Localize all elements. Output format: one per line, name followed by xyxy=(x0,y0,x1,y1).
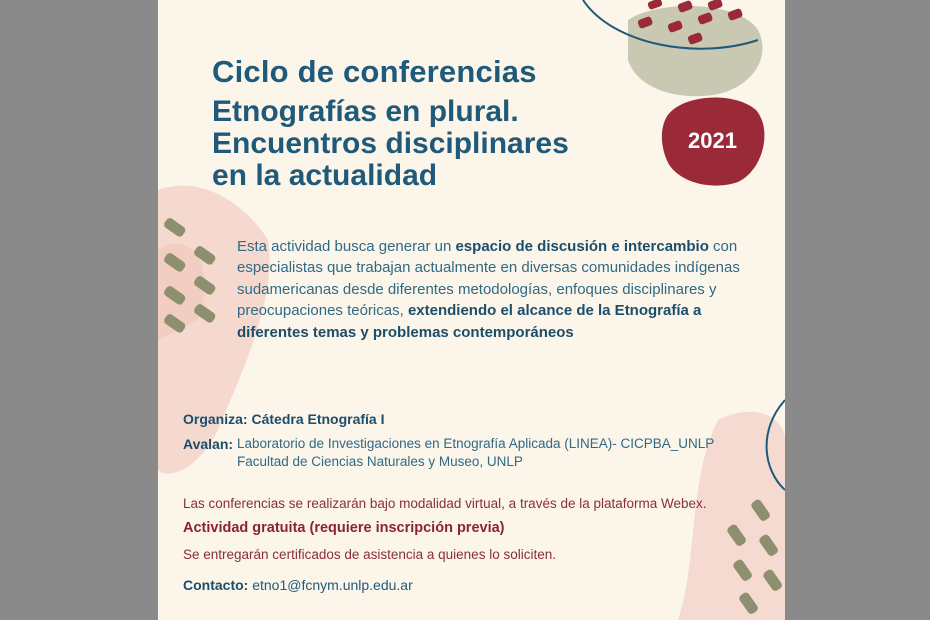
intro-text-1: Esta actividad busca generar un xyxy=(237,238,456,255)
contact-email[interactable]: etno1@fcnym.unlp.edu.ar xyxy=(252,577,413,593)
avalan-list xyxy=(237,435,714,471)
intro-bold-2: extendiendo el alcance de la Etnografía a diferentes temas y problemas contemporáneos xyxy=(237,302,702,341)
avalan-line-1: Laboratorio de Investigaciones en Etnografía Aplicada (LINEA)- CICPBA_UNLP xyxy=(237,436,715,451)
intro-bold-1: espacio de discusión e intercambio xyxy=(455,238,709,255)
avalan-label: Avalan: xyxy=(183,436,234,452)
year-badge: 2021 xyxy=(688,128,737,153)
subtitle-line-2: Encuentros disciplinares xyxy=(212,127,569,160)
subtitle-line-3: en la actualidad xyxy=(212,159,438,192)
organiza-value: Cátedra Etnografía I xyxy=(251,411,385,427)
poster-subtitle xyxy=(212,96,569,192)
organiza-label: Organiza: xyxy=(183,411,248,427)
modality-text: Las conferencias se realizarán bajo modalidad virtual, a través de la plataforma Webex. xyxy=(183,496,707,511)
contact-line xyxy=(183,577,413,593)
poster xyxy=(158,0,785,620)
certificates-text: Se entregarán certificados de asistencia a quienes lo soliciten. xyxy=(183,547,556,562)
organiza-line xyxy=(183,411,385,427)
avalan-line-2: Facultad de Ciencias Naturales y Museo, UNLP xyxy=(237,454,523,469)
intro-text-2: con especialistas que trabajan actualmente en diversas comunidades indígenas sudamericanas desde diferentes metodologías, enfoques disciplinares y preocupaciones teóricas, xyxy=(237,238,740,320)
subtitle-line-1: Etnografías en plural. xyxy=(212,95,519,128)
poster-title: Ciclo de conferencias xyxy=(212,54,537,89)
intro-paragraph xyxy=(237,236,757,343)
free-activity-text: Actividad gratuita (requiere inscripción previa) xyxy=(183,520,505,536)
contact-label: Contacto: xyxy=(183,577,249,593)
avalan-block xyxy=(183,435,715,469)
